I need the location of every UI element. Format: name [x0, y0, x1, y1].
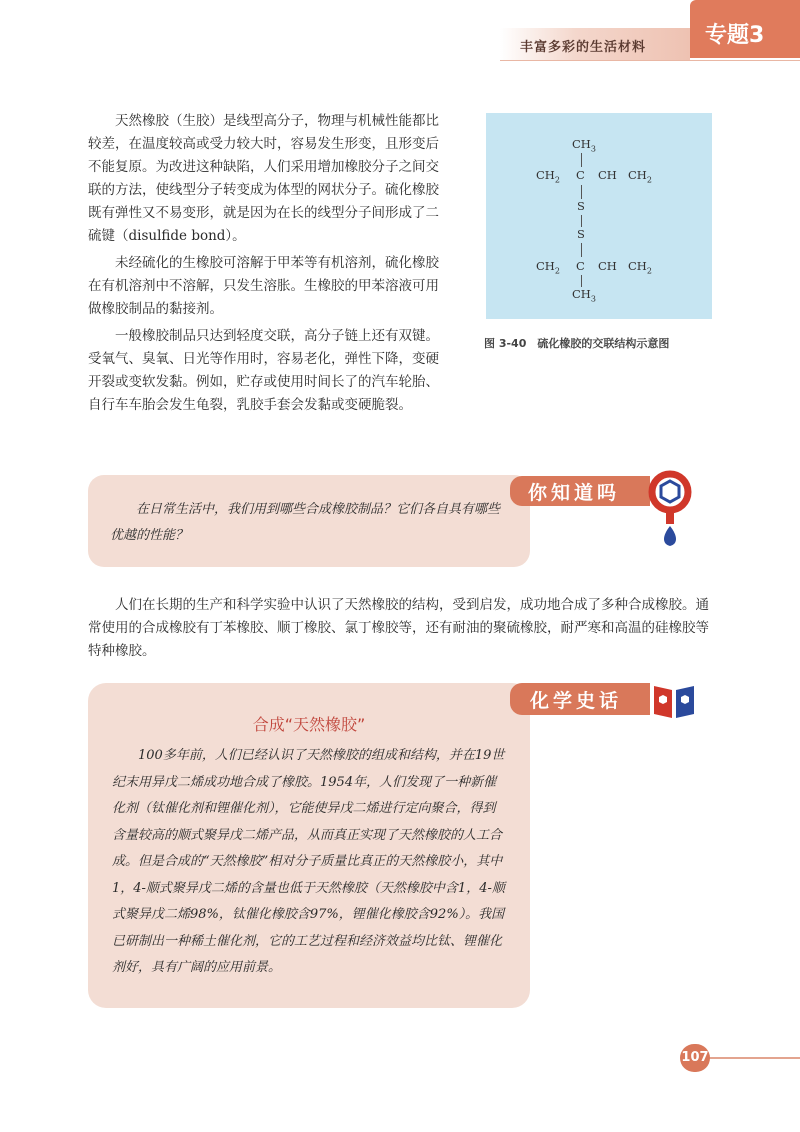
bond — [581, 185, 582, 199]
bond — [581, 215, 582, 227]
atom-ch2-top-right: $CH_2$ — [628, 168, 652, 185]
atom-ch2-top-left: $CH_2$ — [536, 168, 560, 185]
left-column-text — [88, 110, 448, 421]
atom-ch2-bottom-right: $CH_2$ — [628, 259, 652, 276]
atom-ch2-bottom-left: $CH_2$ — [536, 259, 560, 276]
history-text: 100多年前，人们已经认识了天然橡胶的组成和结构，并在19世纪末用异戊二烯成功地合成了橡胶。1954年，人们发现了一种新催化剂（钛催化剂和锂催化剂），它能使异戊二烯进行定向聚合，得到含量较高的顺式聚异戊二烯产品，从而真正实现了天然橡胶的人工合成。但是合成的“天然橡胶”相对分子质量比真正的天然橡胶小，其中1，4-顺式聚异戊二烯的含量也低于天然橡胶（天然橡胶中含1，4-顺式聚异戊二烯98%，钛催化橡胶含97%，锂催化橡胶含92%）。我国已研制出一种稀土催化剂，它的工艺过程和经济效益均比钛、锂催化剂好，具有广阔的应用前景。 — [112, 748, 505, 975]
do-you-know-label: 你知道吗 — [528, 482, 621, 504]
question-mark-icon — [648, 470, 692, 550]
history-title: 合成“天然橡胶” — [252, 715, 366, 734]
atom-c-bottom: C — [576, 259, 585, 273]
paragraph-unvulcanized: 未经硫化的生橡胶可溶解于甲苯等有机溶剂，硫化橡胶在有机溶剂中不溶解，只发生溶胀。生橡胶的甲苯溶液可用做橡胶制品的黏接剂。 — [88, 255, 439, 317]
bond — [581, 153, 582, 167]
atom-ch-bottom: CH — [598, 259, 617, 273]
figure-caption: 图 3-40 硫化橡胶的交联结构示意图 — [484, 337, 670, 350]
paragraph-synthetic-rubber: 人们在长期的生产和科学实验中认识了天然橡胶的结构，受到启发，成功地合成了多种合成橡胶。通常使用的合成橡胶有丁苯橡胶、顺丁橡胶、氯丁橡胶等，还有耐油的聚硫橡胶，耐严寒和高温的硅橡胶等特种橡胶。 — [88, 597, 709, 659]
page-number-line — [700, 1057, 800, 1059]
do-you-know-text: 在日常生活中，我们用到哪些合成橡胶制品？它们各自具有哪些优越的性能？ — [110, 502, 501, 543]
bond — [581, 275, 582, 287]
paragraph-aging: 一般橡胶制品只达到轻度交联，高分子链上还有双键。受氧气、臭氧、日光等作用时，容易老化，弹性下降，变硬开裂或变软发黏。例如，贮存或使用时间长了的汽车轮胎、自行车车胎会发生龟裂，乳胶手套会发黏或变硬脆裂。 — [88, 328, 439, 413]
open-book-icon — [652, 682, 696, 720]
chemistry-history-label: 化学史话 — [530, 690, 623, 712]
header-divider — [500, 60, 800, 61]
crosslink-structure-figure — [486, 113, 712, 319]
page-number: 107 — [680, 1044, 710, 1072]
chapter-tab-label: 专题3 — [705, 23, 765, 48]
atom-ch-top: CH — [598, 168, 617, 182]
bond — [581, 243, 582, 257]
atom-ch3-bottom: $CH_3$ — [572, 287, 596, 304]
paragraph-natural-rubber: 天然橡胶（生胶）是线型高分子，物理与机械性能都比较差，在温度较高或受力较大时，容易发生形变，且形变后不能复原。为改进这种缺陷，人们采用增加橡胶分子之间交联的方法，使线型分子转变成为体型的网状分子。硫化橡胶既有弹性又不易变形，就是因为在长的线型分子间形成了二硫键（disulfide bond）。 — [88, 113, 439, 244]
atom-c-top: C — [576, 168, 585, 182]
atom-ch3-top: $CH_3$ — [572, 137, 596, 154]
atom-s-upper: S — [577, 199, 585, 213]
section-title: 丰富多彩的生活材料 — [520, 40, 647, 55]
atom-s-lower: S — [577, 227, 585, 241]
